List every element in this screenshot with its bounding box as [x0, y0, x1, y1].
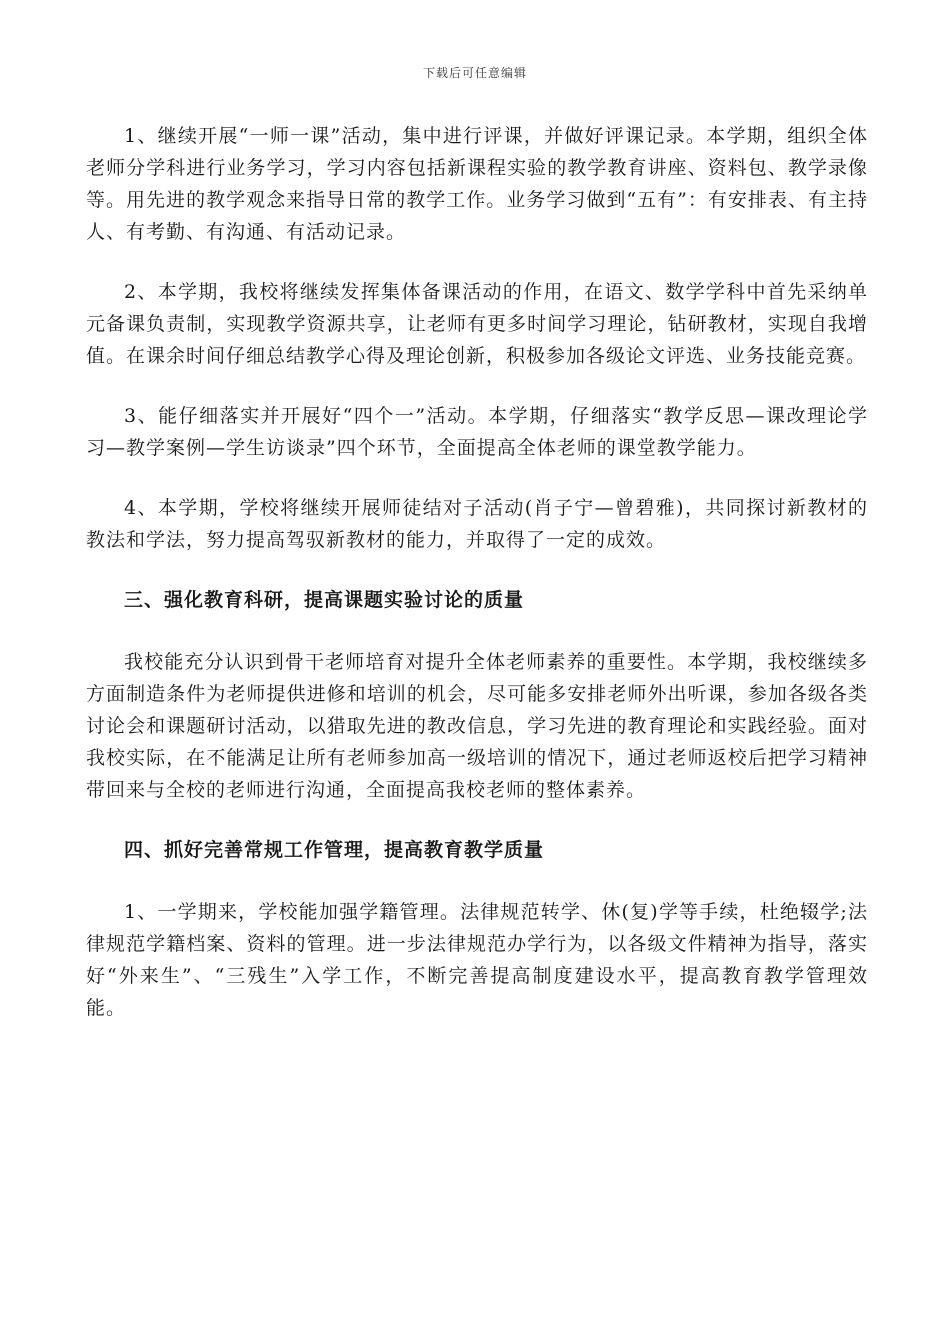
section-4-heading: 四、抓好完善常规工作管理，提高教育教学质量	[124, 839, 545, 861]
paragraph-2: 2、本学期，我校将继续发挥集体备课活动的作用，在语文、数学学科中首先采纳单元备课负责制，实现教学资源共享，让老师有更多时间学习理论，钻研教材，实现自我增值。在课余时间仔细总结教学心得及理论创新，积极参加各级论文评选、业务技能竞赛。	[86, 281, 868, 367]
paragraph-1: 1、继续开展“一师一课”活动，集中进行评课，并做好评课记录。本学期，组织全体老师分学科进行业务学习，学习内容包括新课程实验的教学教育讲座、资料包、教学录像等。用先进的教学观念来指导日常的教学工作。业务学习做到“五有”：有安排表、有主持人、有考勤、有沟通、有活动记录。	[86, 125, 868, 243]
section-3-body: 我校能充分认识到骨干老师培育对提升全体老师素养的重要性。本学期，我校继续多方面制造条件为老师提供进修和培训的机会，尽可能多安排老师外出听课，参加各级各类讨论会和课题研讨活动，以猎取先进的教改信息，学习先进的教育理论和实践经验。面对我校实际，在不能满足让所有老师参加高一级培训的情况下，通过老师返校后把学习精神带回来与全校的老师进行沟通，全面提高我校老师的整体素养。	[86, 651, 868, 801]
document-body	[86, 120, 868, 1052]
page-header-note: 下载后可任意编辑	[422, 66, 527, 80]
section-4-body: 1、一学期来，学校能加强学籍管理。法律规范转学、休(复)学等手续，杜绝辍学;法律规范学籍档案、资料的管理。进一步法律规范办学行为，以各级文件精神为指导，落实好“外来生”、“三残生”入学工作，不断完善提高制度建设水平，提高教育教学管理效能。	[86, 901, 868, 1019]
section-3-heading: 三、强化教育科研，提高课题实验讨论的质量	[124, 589, 525, 611]
paragraph-4: 4、本学期，学校将继续开展师徒结对子活动(肖子宁—曾碧雅)，共同探讨新教材的教法和学法，努力提高驾驭新教材的能力，并取得了一定的成效。	[86, 497, 868, 551]
paragraph-3: 3、能仔细落实并开展好“四个一”活动。本学期，仔细落实“教学反思—课改理论学习—教学案例—学生访谈录”四个环节，全面提高全体老师的课堂教学能力。	[86, 405, 868, 459]
